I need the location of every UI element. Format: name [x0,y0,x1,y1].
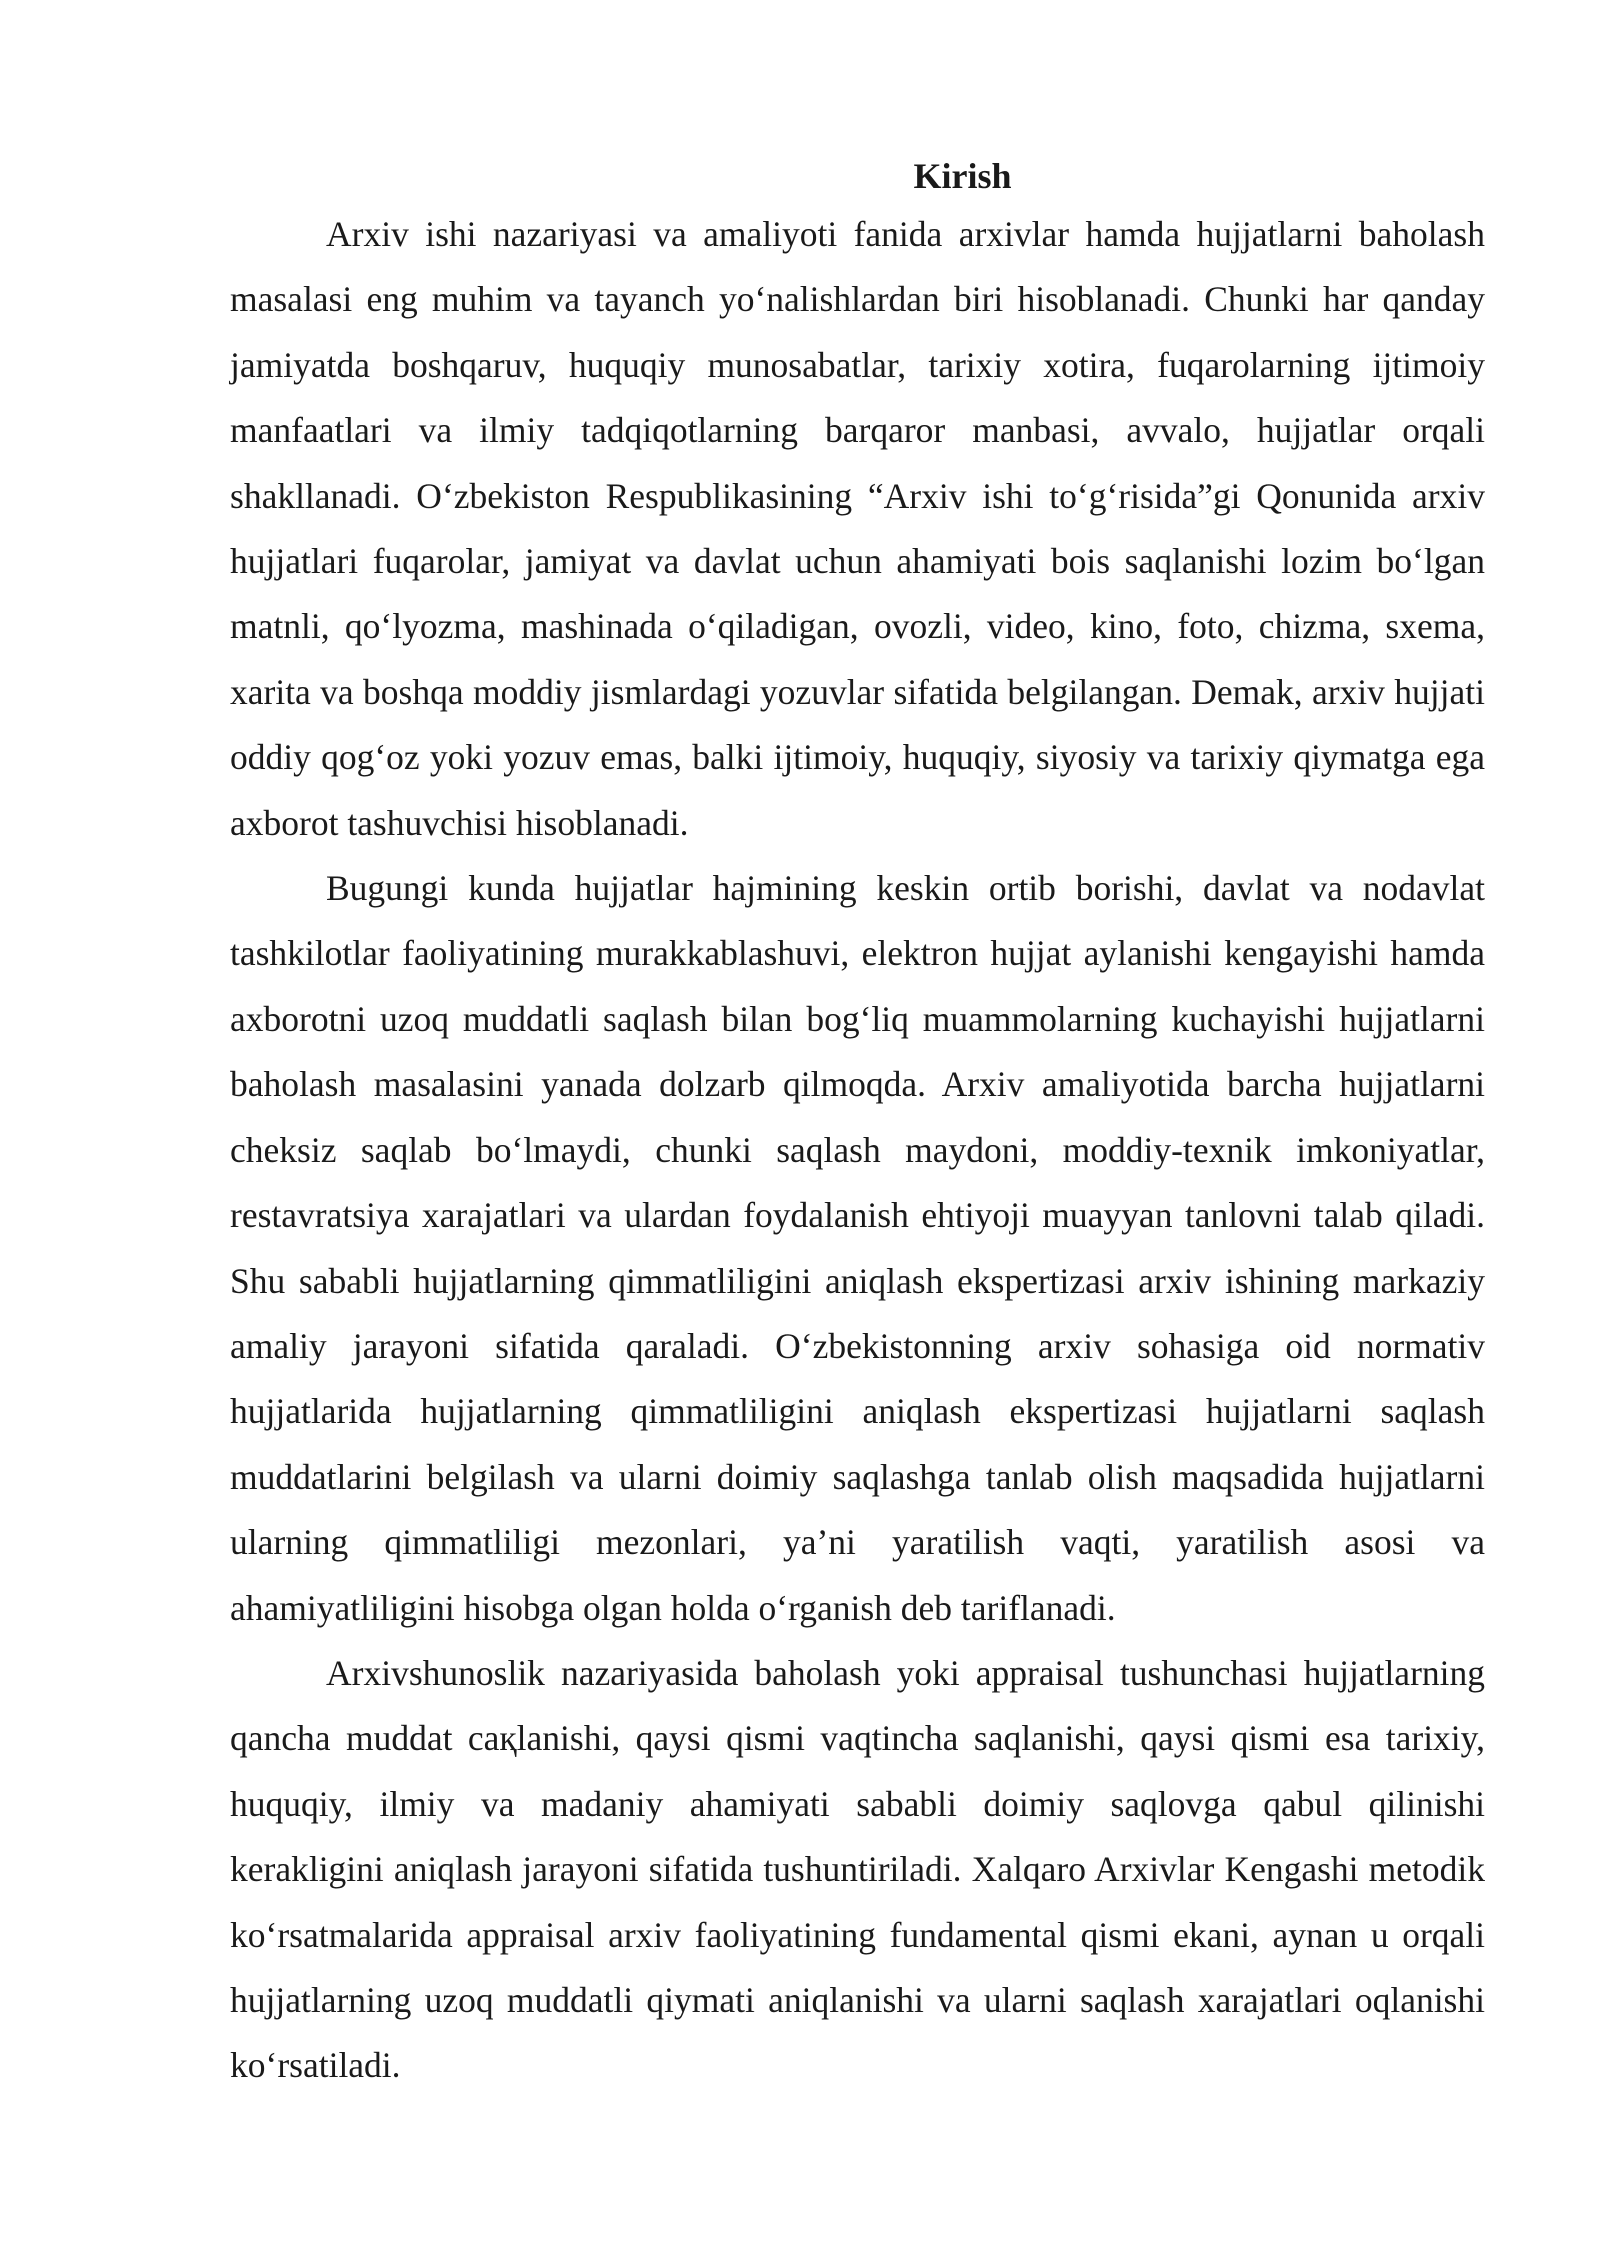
paragraph-2: Bugungi kunda hujjatlar hajmining keskin ortib borishi, davlat va nodavlat tashkilotlar faoliyatining murakkablashuvi, elektron hujjat aylanishi kengayishi hamda axborotni uzoq muddatli saqlash bilan bog‘liq muammolarning kuchayishi hujjatlarni baholash masalasini yanada dolzarb qilmoqda. Arxiv amaliyotida barcha hujjatlarni cheksiz saqlab bo‘lmaydi, chunki saqlash maydoni, moddiy-texnik imkoniyatlar, restavratsiya xarajatlari va ulardan foydalanish ehtiyoji muayyan tanlovni talab qiladi. Shu sababli hujjatlarning qimmatliligini aniqlash ekspertizasi arxiv ishining markaziy amaliy jarayoni sifatida qaraladi. O‘zbekistonning arxiv sohasiga oid normativ hujjatlarida hujjatlarning qimmatliligini aniqlash ekspertizasi hujjatlarni saqlash muddatlarini belgilash va ularni doimiy saqlashga tanlab olish maqsadida hujjatlarni ularning qimmatliligi mezonlari, ya’ni yaratilish vaqti, yaratilish asosi va ahamiyatliligini hisobga olgan holda o‘rganish deb tariflanadi. [230,868,1485,1628]
paragraph-1: Arxiv ishi nazariyasi va amaliyoti fanida arxivlar hamda hujjatlarni baholash masalasi eng muhim va tayanch yo‘nalishlardan biri hisoblanadi. Chunki har qanday jamiyatda boshqaruv, huquqiy munosabatlar, tarixiy xotira, fuqarolarning ijtimoiy manfaatlari va ilmiy tadqiqotlarning barqaror manbasi, avvalo, hujjatlar orqali shakllanadi. O‘zbekiston Respublikasining “Arxiv ishi to‘g‘risida”gi Qonunida arxiv hujjatlari fuqarolar, jamiyat va davlat uchun ahamiyati bois saqlanishi lozim bo‘lgan matnli, qo‘lyozma, mashinada o‘qiladigan, ovozli, video, kino, foto, chizma, sxema, xarita va boshqa moddiy jismlardagi yozuvlar sifatida belgilangan. Demak, arxiv hujjati oddiy qog‘oz yoki yozuv emas, balki ijtimoiy, huquqiy, siyosiy va tarixiy qiymatga ega axborot tashuvchisi hisoblanadi. [230,214,1485,843]
paragraph-3: Arxivshunoslik nazariyasida baholash yoki appraisal tushunchasi hujjatlarning qancha muddat caқlanishi, qaysi qismi vaqtincha saqlanishi, qaysi qismi esa tarixiy, huquqiy, ilmiy va madaniy ahamiyati sababli doimiy saqlovga qabul qilinishi kerakligini aniqlash jarayoni sifatida tushuntiriladi. Xalqaro Arxivlar Kengashi metodik ko‘rsatmalarida appraisal arxiv faoliyatining fundamental qismi ekani, aynan u orqali hujjatlarning uzoq muddatli qiymati aniqlanishi va ularni saqlash xarajatlari oqlanishi ko‘rsatiladi. [230,1652,1485,2086]
document-body [230,150,1485,2099]
page-title: Kirish [913,156,1012,196]
